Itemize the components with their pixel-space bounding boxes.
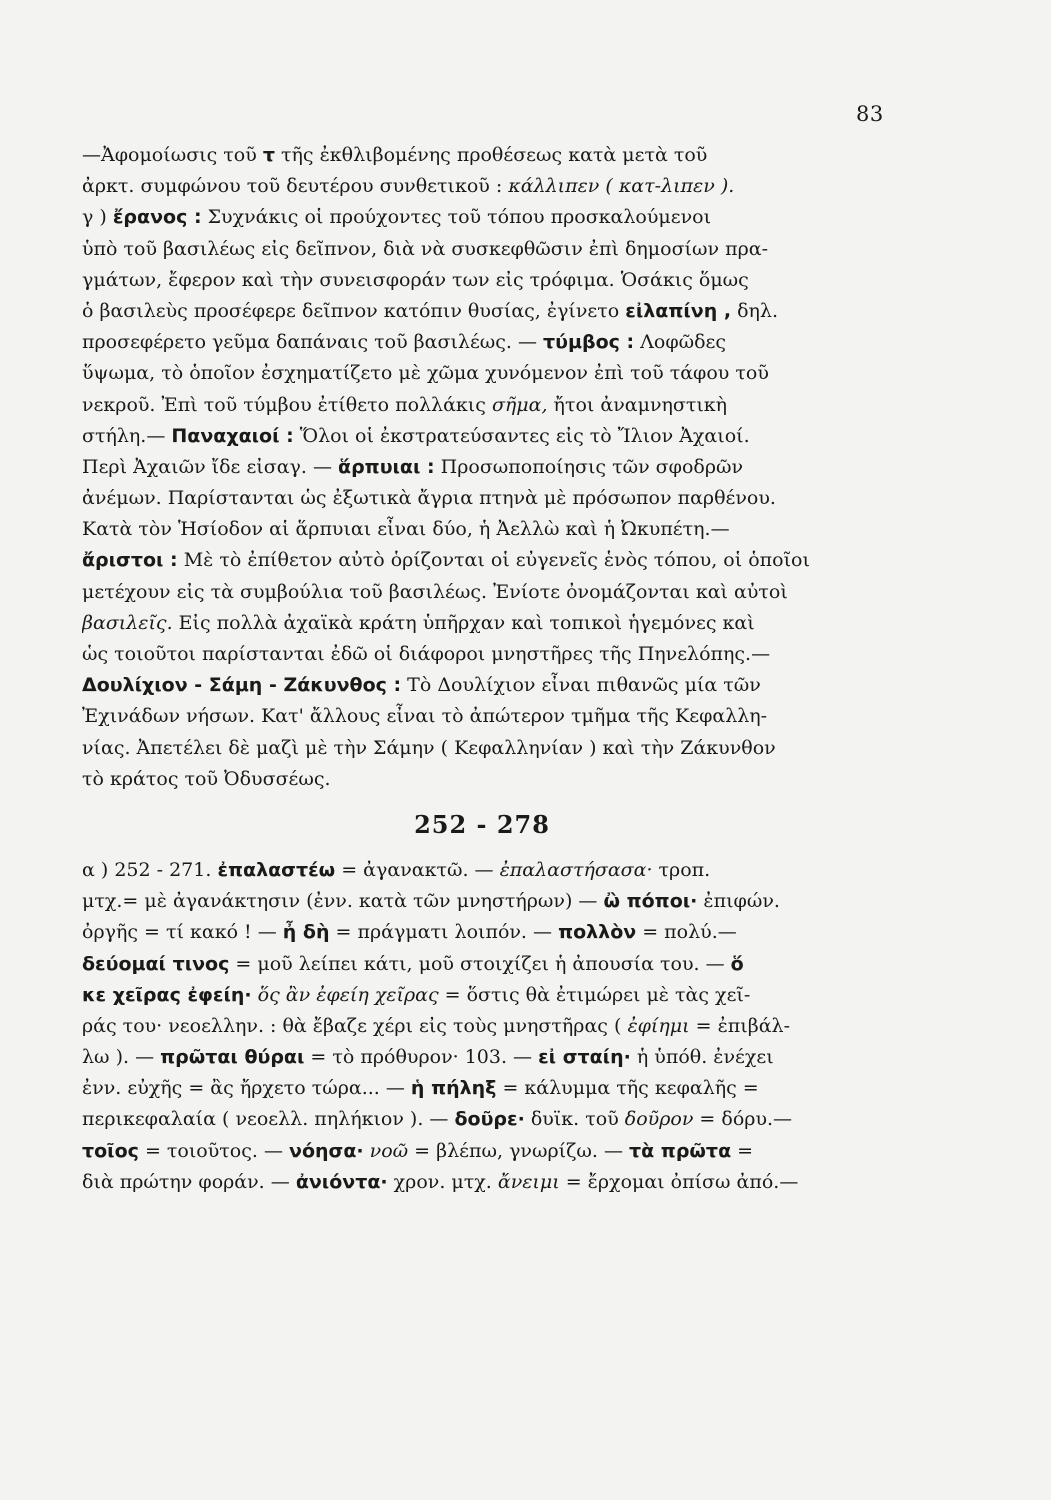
- text-segment: τῆς ἐκθλιβομένης προθέσεως κατὰ μετὰ τοῦ: [274, 144, 708, 166]
- lemma-term: ὢ πόποι·: [603, 890, 698, 913]
- text-line: [82, 171, 882, 202]
- text-segment: Τὸ Δουλίχιον εἶναι πιθανῶς μία τῶν: [401, 674, 761, 697]
- text-segment: ράς του· νεοελλην. : θὰ ἔβαζε χέρι εἰς τοὺς μνηστῆρας (: [82, 1014, 628, 1037]
- lemma-term: τ: [262, 144, 275, 166]
- lemma-term: ὅ: [730, 952, 744, 975]
- text-line: [82, 545, 882, 576]
- lemma-term: κε χεῖρας ἐφείη·: [82, 983, 252, 1006]
- text-segment: Ὅλοι οἱ ἐκστρατεύσαντες εἰς τὸ Ἴλιον Ἀχαιοί.: [293, 424, 750, 447]
- text-line: [82, 855, 882, 886]
- text-line: [82, 608, 882, 639]
- text-segment: μετέχουν εἰς τὰ συμβούλια τοῦ βασιλέως. Ἐνίοτε ὀνομάζονται καὶ αὐτοὶ: [82, 580, 788, 603]
- text-segment: Εἰς πολλὰ ἀχαϊκὰ κράτη ὑπῆρχαν καὶ τοπικοὶ ἡγεμόνες καὶ: [172, 611, 755, 634]
- lemma-term: τὰ πρῶτα: [629, 1139, 732, 1162]
- lemma-term: ἀνιόντα·: [295, 1170, 388, 1193]
- text-line: [82, 1042, 882, 1073]
- lemma-term: ἦ δὴ: [282, 921, 330, 944]
- text-line: [82, 639, 882, 670]
- lemma-term: εἰ σταίη·: [538, 1046, 631, 1069]
- text-segment: ὡς τοιοῦτοι παρίστανται ἐδῶ οἱ διάφοροι μνηστῆρες τῆς Πηνελόπης.—: [82, 643, 771, 665]
- text-segment: νίας. Ἀπετέλει δὲ μαζὶ μὲ τὴν Σάμην ( Κεφαλληνίαν ) καὶ τὴν Ζάκυνθον: [82, 736, 776, 759]
- text-line: [82, 140, 882, 171]
- text-line: [82, 483, 882, 514]
- text-line: [82, 577, 882, 608]
- text-segment: Προσωποποίησις τῶν σφοδρῶν: [434, 455, 744, 478]
- lemma-term: ἐπαλαστέω: [217, 858, 336, 881]
- text-segment: Συχνάκις οἱ προύχοντες τοῦ τόπου προσκαλούμενοι: [201, 206, 712, 229]
- text-segment: ὀργῆς = τί κακό ! —: [82, 921, 283, 944]
- text-line: [82, 1011, 882, 1042]
- text-segment: τὸ κράτος τοῦ Ὀδυσσέως.: [82, 767, 331, 790]
- lemma-term: πρῶται θύραι: [160, 1046, 305, 1069]
- text-line: [82, 980, 882, 1011]
- text-line: [82, 234, 882, 265]
- italic-text: ἐπαλαστήσασα·: [499, 858, 653, 881]
- text-segment: Ἐχινάδων νήσων. Κατ' ἄλλους εἶναι τὸ ἀπώτερον τμῆμα τῆς Κεφαλλη-: [82, 705, 768, 728]
- text-segment: γμάτων, ἔφερον καὶ τὴν συνεισφοράν των εἰς τρόφιμα. Ὁσάκις ὅμως: [82, 268, 749, 291]
- italic-text: δοῦρον: [624, 1108, 694, 1131]
- lemma-term: πολλὸν: [558, 921, 637, 944]
- text-segment: = βλέπω, γνωρίζω. —: [408, 1139, 629, 1162]
- lemma-term: ἡ πήληξ: [410, 1077, 497, 1100]
- text-segment: ἡ ὑπόθ. ἐνέχει: [630, 1046, 774, 1069]
- text-segment: προσεφέρετο γεῦμα δαπάναις τοῦ βασιλέως. —: [82, 331, 544, 354]
- text-segment: = ὅστις θὰ ἐτιμώρει μὲ τὰς χεῖ-: [438, 983, 751, 1006]
- text-segment: Περὶ Ἀχαιῶν ἴδε εἰσαγ. —: [82, 455, 339, 478]
- text-segment: λω ). —: [82, 1046, 161, 1069]
- lemma-term: Παναχαιοί :: [171, 424, 294, 447]
- text-segment: = πράγματι λοιπόν. —: [329, 921, 559, 944]
- text-line: [82, 1167, 882, 1198]
- text-line: [82, 452, 882, 483]
- lemma-term: εἰλαπίνη ,: [625, 299, 732, 322]
- text-segment: = πολύ.—: [636, 921, 737, 944]
- text-segment: = δόρυ.—: [693, 1108, 793, 1131]
- italic-text: κάλλιπεν ( κατ-λιπεν ).: [508, 175, 735, 198]
- text-segment: ἐνν. εὐχῆς = ἂς ἤρχετο τώρα... —: [82, 1077, 411, 1100]
- body-text: [82, 140, 882, 1198]
- text-segment: = τοιοῦτος. —: [138, 1139, 290, 1162]
- text-line: [82, 949, 882, 980]
- text-line: [82, 886, 882, 917]
- lemma-term: ἄριστοι :: [82, 549, 178, 572]
- section-heading: 252 - 278: [414, 809, 550, 839]
- lemma-term: τύμβος :: [543, 331, 635, 354]
- text-segment: = μοῦ λείπει κάτι, μοῦ στοιχίζει ἡ ἀπουσία του. —: [229, 952, 731, 975]
- text-segment: = ἔρχομαι ὀπίσω ἀπό.—: [559, 1170, 799, 1193]
- text-segment: δηλ.: [731, 299, 779, 322]
- text-segment: ἀνέμων. Παρίστανται ὡς ἐξωτικὰ ἄγρια πτηνὰ μὲ πρόσωπον παρθένου.: [82, 487, 776, 510]
- text-segment: = ἀγανακτῶ. —: [335, 858, 500, 881]
- text-line: [82, 296, 882, 327]
- lemma-term: τοῖος: [82, 1139, 139, 1162]
- text-segment: μτχ.= μὲ ἀγανάκτησιν (ἐνν. κατὰ τῶν μνηστήρων) —: [82, 890, 604, 913]
- italic-text: ὅς ἂν ἐφείη χεῖρας: [257, 983, 439, 1006]
- text-line: [82, 670, 882, 701]
- lemma-term: Δουλίχιον - Σάμη - Ζάκυνθος :: [82, 674, 402, 697]
- text-segment: χρον. μτχ.: [387, 1170, 498, 1193]
- italic-text: ἄνειμι: [497, 1170, 560, 1193]
- text-line: [82, 265, 882, 296]
- text-segment: = τὸ πρόθυρον· 103. —: [304, 1046, 539, 1069]
- text-line: [82, 514, 882, 545]
- text-line: [82, 202, 882, 233]
- text-segment: α ) 252 - 271.: [82, 858, 218, 881]
- text-segment: ὑπὸ τοῦ βασιλέως εἰς δεῖπνον, διὰ νὰ συσκεφθῶσιν ἐπὶ δημοσίων πρα-: [82, 237, 768, 260]
- text-segment: ὕψωμα, τὸ ὁποῖον ἐσχηματίζετο μὲ χῶμα χυνόμενον ἐπὶ τοῦ τάφου τοῦ: [82, 362, 769, 385]
- lemma-term: νόησα·: [289, 1139, 364, 1162]
- italic-text: νοῶ: [369, 1139, 409, 1162]
- text-segment: γ ): [82, 206, 113, 229]
- text-line: [82, 701, 882, 732]
- text-line: [82, 327, 882, 358]
- text-line: [82, 390, 882, 421]
- commentary-block-2: [82, 855, 882, 1198]
- text-segment: ἀρκτ. συμφώνου τοῦ δευτέρου συνθετικοῦ :: [82, 175, 509, 198]
- italic-text: ἐφίημι: [627, 1014, 690, 1037]
- text-segment: ὁ βασιλεὺς προσέφερε δεῖπνον κατόπιν θυσίας, ἐγίνετο: [82, 299, 626, 322]
- text-line: [82, 917, 882, 948]
- page-number: 83: [856, 102, 884, 126]
- text-segment: περικεφαλαία ( νεοελλ. πηλήκιον ). —: [82, 1108, 455, 1131]
- text-segment: Μὲ τὸ ἐπίθετον αὐτὸ ὁρίζονται οἱ εὐγενεῖς ἑνὸς τόπου, οἱ ὁποῖοι: [177, 549, 810, 572]
- text-line: [82, 358, 882, 389]
- lemma-term: ἔρανος :: [112, 206, 202, 229]
- text-line: [82, 764, 882, 795]
- text-line: [82, 1136, 882, 1167]
- text-line: [82, 733, 882, 764]
- text-segment: στήλη.—: [82, 424, 172, 447]
- text-line: [82, 1073, 882, 1104]
- text-segment: = ἐπιβάλ-: [689, 1014, 790, 1037]
- lemma-term: ἅρπυιαι :: [338, 455, 435, 478]
- text-segment: ἤτοι ἀναμνηστικὴ: [547, 393, 728, 416]
- text-line: [82, 421, 882, 452]
- text-segment: διὰ πρώτην φοράν. —: [82, 1170, 296, 1193]
- text-segment: —Ἀφομοίωσις τοῦ: [82, 144, 263, 166]
- lemma-term: δεύομαί τινος: [82, 952, 230, 975]
- italic-text: βασιλεῖς.: [82, 611, 173, 634]
- italic-text: σῆμα,: [491, 393, 548, 416]
- text-segment: Λοφῶδες: [634, 331, 727, 354]
- text-segment: = κάλυμμα τῆς κεφαλῆς =: [496, 1077, 759, 1100]
- text-line: [82, 1104, 882, 1135]
- text-segment: δυϊκ. τοῦ: [524, 1108, 625, 1131]
- text-segment: τροπ.: [652, 858, 711, 881]
- text-segment: νεκροῦ. Ἐπὶ τοῦ τύμβου ἐτίθετο πολλάκις: [82, 393, 492, 416]
- text-segment: Κατὰ τὸν Ἡσίοδον αἱ ἅρπυιαι εἶναι δύο, ἡ Ἀελλὼ καὶ ἡ Ὠκυπέτη.—: [82, 518, 730, 541]
- commentary-block-1: [82, 140, 882, 795]
- text-segment: =: [731, 1139, 754, 1162]
- lemma-term: δοῦρε·: [454, 1108, 525, 1131]
- text-segment: ἐπιφών.: [697, 890, 780, 913]
